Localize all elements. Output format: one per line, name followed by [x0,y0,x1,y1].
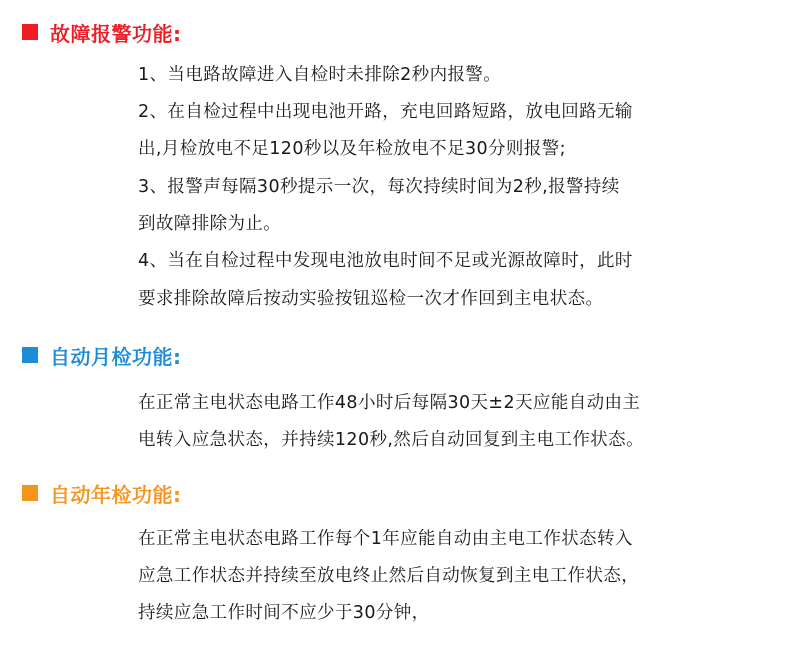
fault-alarm-line-6: 4、当在自检过程中发现电池放电时间不足或光源故障时，此时 [138,251,633,271]
fault-alarm-line-1: 1、当电路故障进入自检时未排除2秒内报警。 [138,65,502,85]
blue-square-icon [22,347,38,363]
monthly-check-header [22,341,182,369]
fault-alarm-line-4: 3、报警声每隔30秒提示一次，每次持续时间为2秒,报警持续 [138,177,620,197]
fault-alarm-line-5: 到故障排除为止。 [138,214,282,234]
fault-alarm-line-2: 2、在自检过程中出现电池开路，充电回路短路，放电回路无输 [138,102,633,122]
red-square-icon [22,24,38,40]
fault-alarm-line-3: 出,月检放电不足120秒以及年检放电不足30分则报警; [138,139,566,159]
fault-alarm-line-7: 要求排除故障后按动实验按钮巡检一次才作回到主电状态。 [138,289,604,309]
yearly-check-line-2: 应急工作状态并持续至放电终止然后自动恢复到主电工作状态， [138,566,640,586]
monthly-check-title: 自动月检功能: [50,344,182,369]
yearly-check-line-1: 在正常主电状态电路工作每个1年应能自动由主电工作状态转入 [138,529,633,549]
fault-alarm-title: 故障报警功能: [50,21,182,46]
yearly-check-header [22,479,182,507]
yearly-check-line-3: 持续应急工作时间不应少于30分钟， [138,603,430,623]
orange-square-icon [22,485,38,501]
monthly-check-line-2: 电转入应急状态，并持续120秒,然后自动回复到主电工作状态。 [138,430,644,450]
yearly-check-title: 自动年检功能: [50,482,182,507]
monthly-check-line-1: 在正常主电状态电路工作48小时后每隔30天±2天应能自动由主 [138,393,641,413]
fault-alarm-header [22,18,182,46]
